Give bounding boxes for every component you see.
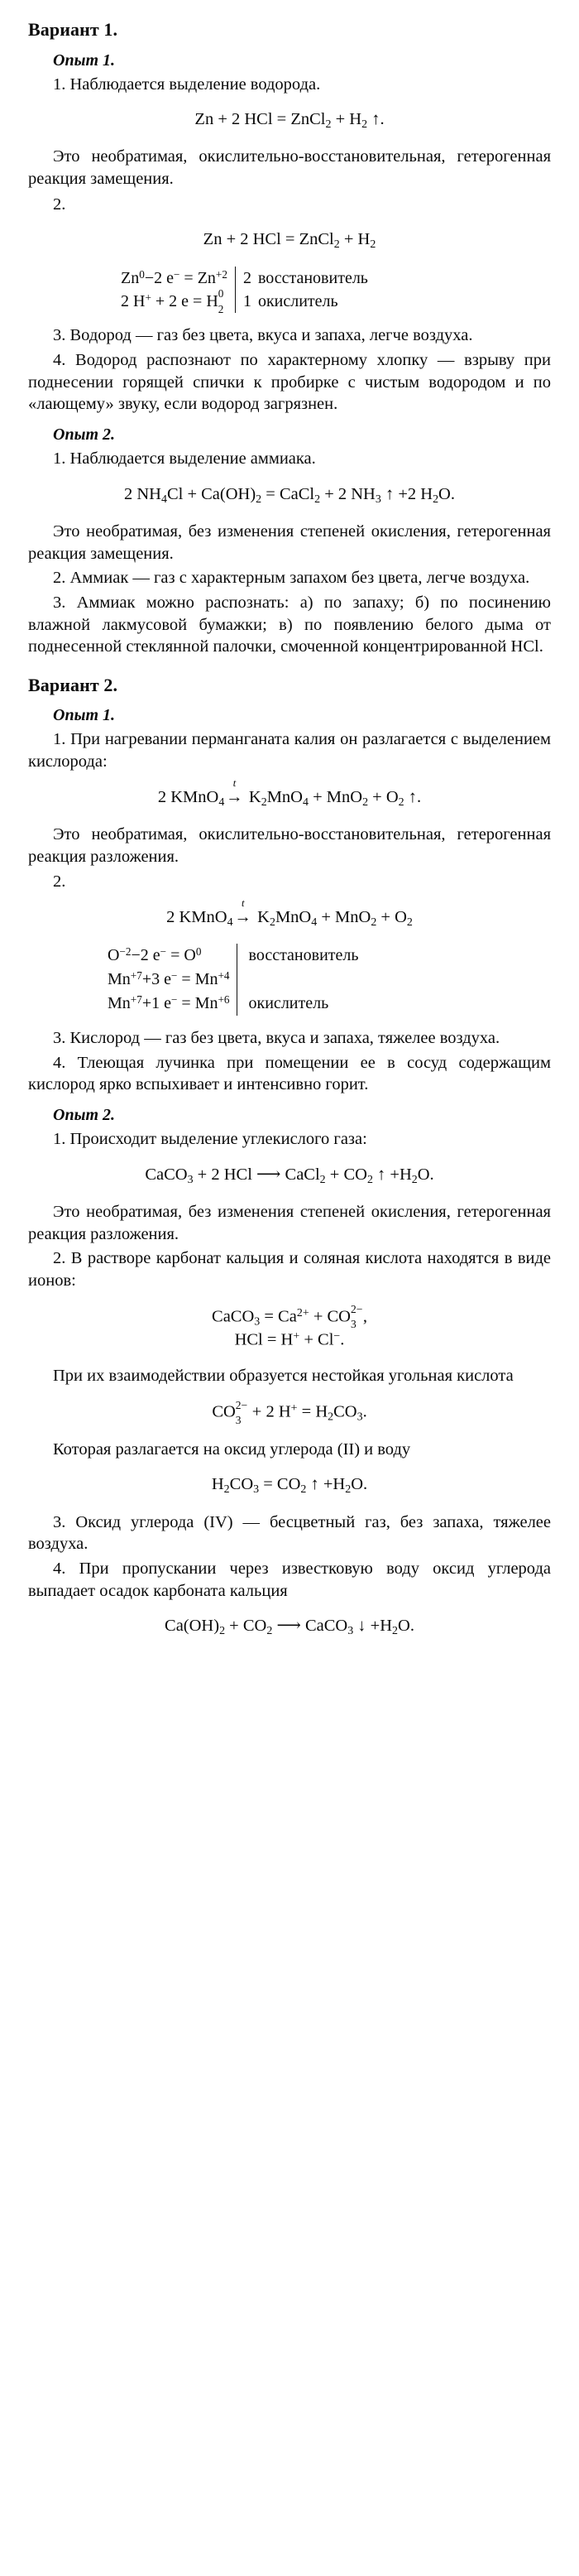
eq-sub: 2 [433,493,439,506]
eq-sub: 3 [235,1413,242,1426]
eq-sup: +7 [130,969,142,983]
eq-text: 2 NH [124,484,161,503]
eq-text: + 2 H [247,1402,291,1421]
eq-text: = Mn [177,970,218,989]
balance-row [121,267,368,290]
eq-text: + 2 HCl ⟶ CaCl [193,1165,320,1184]
eq-sub: 2 [370,238,376,252]
eq-text: = Ca [260,1307,297,1325]
eq-sup: 2− [235,1398,248,1411]
v1-o1-description-1: Это необратимая, окислительно-восстановительная, гетерогенная реакция замещения. [28,147,551,189]
balance-half-reaction [108,968,230,992]
eq-sup: −2 [119,945,132,959]
eq-text: + 2 NH [320,484,376,503]
eq-text: ↑ +2 H [380,484,433,503]
eq-sub: 2 [328,1411,334,1424]
v2-o2-equation-5 [28,1616,551,1638]
eq-text: ⟶ CaCO [272,1617,348,1636]
eq-text: O. [351,1475,368,1494]
eq-text: HCl = H [234,1330,294,1349]
eq-sub: 2 [361,118,368,132]
eq-text: ↓ +H [353,1617,393,1636]
variant-1-title: Вариант 1. [28,19,118,40]
v1-o2-item-3: 3. Аммиак можно распознать: а) по запаху; б) по посинению влажной лакмусовой бумажки; в) по появлению белого дыма от поднесенной стеклянной палочки, смоченной концентрированной HCl. [28,593,551,656]
eq-text: 2 KMnO [166,907,227,926]
eq-text: CO [229,1475,254,1494]
eq-sub: 2 [345,1483,352,1497]
v2-o2-item-2: 2. В растворе карбонат кальция и соляная кислота находятся в виде ионов: [28,1249,551,1290]
balance-coefficient: 2 [242,268,251,287]
eq-text: +1 e [141,994,171,1013]
eq-sub: 2 [300,1483,307,1497]
balance-role-label: восстановитель [257,268,368,287]
eq-text: H [211,1475,224,1494]
eq-text: + O [368,787,399,806]
balance-role-cell [235,290,368,313]
v2-o2-equation-1 [28,1165,551,1187]
eq-text: O. [398,1617,414,1636]
eq-sup: 0 [195,945,202,959]
balance-role-label: окислитель [248,994,329,1013]
eq-sup: +2 [215,267,227,281]
sup-sub-stack [218,287,224,315]
eq-sub: 2 [261,795,267,809]
v2-o1-equation-2 [28,896,551,930]
variant-2-title: Вариант 2. [28,674,118,695]
eq-text: −2 e [131,946,160,965]
sup-sub-stack [235,1398,248,1426]
v1-o1-item-4: 4. Водород распознают по характерному хлопку — взрыву при поднесении горящей спички к пробирке с чистым водородом и по «лающему» звуку, если водород загрязнен. [28,351,551,414]
variant-1-opyt-2-title: Опыт 2. [53,425,115,445]
eq-sub: 2 [392,1625,399,1638]
eq-sub: 2 [366,1173,373,1186]
eq-text: CO [212,1402,236,1421]
eq-text: MnO [266,787,303,806]
eq-text: Zn + 2 HCl = ZnCl [203,230,334,249]
eq-sub: 2 [314,493,321,506]
v1-o2-item-1: 1. Наблюдается выделение аммиака. [53,449,316,469]
eq-text: 2 KMnO [157,787,219,806]
eq-text: + MnO [317,907,371,926]
arrow-glyph: → [226,787,243,806]
eq-sub: 3 [375,493,381,506]
eq-text: + CO [309,1307,351,1325]
eq-text: Zn [121,268,140,287]
v1-o1-item-3: 3. Водород — газ без цвета, вкуса и запаха, легче воздуха. [53,326,473,345]
v2-o1-electron-balance-table [108,944,551,1016]
eq-text: = CaCl [261,484,315,503]
v1-o1-equation-1 [28,109,551,132]
eq-sup: 2+ [296,1306,309,1319]
eq-sub: 2 [218,303,224,315]
arrow-glyph: → [234,907,252,926]
reaction-arrow-with-heat-icon [233,896,254,929]
eq-sup: +7 [130,993,142,1007]
eq-text: ↑. [367,110,385,129]
v1-o2-description-1: Это необратимая, без изменения степеней окисления, гетерогенная реакция замещения. [28,521,551,563]
eq-text: ↑ +H [306,1475,346,1494]
v2-o1-description-1: Это необратимая, окислительно-восстановительная, гетерогенная реакция разложения. [28,824,551,866]
balance-coefficient: 1 [242,292,251,311]
v1-o1-item-1: 1. Наблюдается выделение водорода. [53,74,321,94]
v2-o2-equation-4 [28,1474,551,1497]
variant-1-opyt-1-title: Опыт 1. [53,50,115,70]
v1-o1-equation-2 [28,229,551,252]
v2-o1-item-4: 4. Тлеющая лучинка при помещении ее в сосуд содержащим кислород ярко вспыхивает и интенсивно горит. [28,1053,551,1094]
eq-text: + CO [225,1617,267,1636]
eq-text: CaCO [145,1165,188,1184]
v2-o1-equation-1 [28,776,551,810]
eq-text: K [244,787,261,806]
eq-sup: − [333,1330,341,1343]
eq-sub: 2 [371,916,377,929]
eq-text: Cl + Ca(OH) [166,484,256,503]
eq-text: + 2 e [151,292,189,311]
eq-sub: 2 [398,795,404,809]
eq-sub: 3 [254,1314,261,1328]
eq-text: MnO [275,907,312,926]
eq-text: . [340,1330,345,1349]
eq-sub: 3 [356,1411,363,1424]
eq-text: Ca(OH) [165,1617,220,1636]
eq-text: + H [339,230,371,249]
eq-sub: 2 [269,916,275,929]
eq-sup: 0 [218,287,224,300]
v2-o2-equation-3 [28,1398,551,1426]
eq-text: ↑ +H [372,1165,412,1184]
v2-o2-ionic-equation-1 [28,1303,551,1331]
v1-o1-electron-balance-table [121,267,368,314]
sup-sub-stack [350,1303,363,1331]
v2-o1-item-1: 1. При нагревании перманганата калия он разлагается с выделением кислорода: [28,730,551,771]
eq-sup: +4 [218,969,230,983]
eq-text: O. [417,1165,434,1184]
eq-text: + O [376,907,407,926]
eq-sub: 3 [350,1318,356,1331]
eq-sub: 2 [219,1625,226,1638]
eq-sup: − [170,969,178,983]
eq-text: + Cl [299,1330,334,1349]
balance-role-cell [235,267,368,290]
eq-text: = O [166,946,196,965]
v2-o1-item-3: 3. Кислород — газ без цвета, вкуса и запаха, тяжелее воздуха. [53,1029,500,1048]
eq-text: + H [331,110,362,129]
eq-sup: − [160,945,167,959]
eq-text: Zn + 2 HCl = ZnCl [194,110,326,129]
eq-text: CaCO [212,1307,255,1325]
eq-sup: + [293,1330,300,1343]
v2-o2-item-4: 4. При пропускании через известковую воду оксид углерода выпадает осадок карбоната кальция [28,1559,551,1600]
eq-text: + MnO [308,787,363,806]
eq-text: ↑. [404,787,422,806]
balance-half-reaction [108,992,230,1016]
eq-text: . [362,1402,367,1421]
eq-text: H [206,292,218,311]
eq-sub: 4 [227,916,233,929]
eq-text: = Mn [177,994,218,1013]
eq-text: Mn [108,970,131,989]
eq-sub: 3 [347,1625,354,1638]
v2-o1-item-2: 2. [53,872,66,892]
eq-sub: 2 [266,1625,273,1638]
eq-sup: +6 [218,993,230,1007]
eq-sup: − [173,267,180,281]
v2-o2-description-3: Которая разлагается на оксид углерода (II) и воду [53,1439,411,1459]
eq-sup: − [170,993,178,1007]
variant-2-opyt-2-title: Опыт 2. [53,1106,115,1125]
eq-text: O. [438,484,455,503]
balance-row [121,287,368,315]
eq-text: O [108,946,120,965]
eq-sub: 2 [406,916,413,929]
heat-label: t [242,896,245,909]
balance-role-label: окислитель [257,292,338,311]
eq-sub: 2 [333,238,340,252]
eq-text: K [253,907,270,926]
eq-sup: + [290,1401,298,1415]
v2-o2-item-1: 1. Происходит выделение углекислого газа: [53,1130,367,1149]
eq-text: Zn [197,268,216,287]
eq-sub: 4 [311,916,318,929]
eq-text: −2 e [144,268,174,287]
balance-role-labels [237,944,359,1016]
v1-o2-equation-1 [28,484,551,507]
eq-text: Mn [108,994,131,1013]
heat-label: t [232,776,237,789]
balance-half-reaction [121,287,235,315]
eq-sub: 4 [218,795,225,809]
eq-text: = H [297,1402,328,1421]
v1-o1-item-2: 2. [53,195,66,214]
balance-half-reactions [108,944,230,1016]
eq-sub: 2 [256,493,262,506]
eq-sup: 2− [350,1303,363,1316]
v2-o2-ionic-equation-2 [28,1329,551,1351]
eq-sub: 2 [319,1173,326,1186]
eq-text: CO [333,1402,357,1421]
eq-sub: 3 [253,1483,260,1497]
eq-text: = [189,292,207,311]
eq-text: + CO [325,1165,367,1184]
eq-text: 2 H [121,292,146,311]
v1-o2-item-2: 2. Аммиак — газ с характерным запахом без цвета, легче воздуха. [53,569,530,588]
v2-o2-description-1: Это необратимая, без изменения степеней окисления, гетерогенная реакция разложения. [28,1203,551,1243]
eq-sup: 0 [139,267,145,281]
eq-sub: 4 [303,795,309,809]
eq-sub: 2 [411,1173,418,1186]
variant-2-opyt-1-title: Опыт 1. [53,706,115,725]
eq-sub: 3 [187,1173,194,1186]
eq-sub: 2 [362,795,369,809]
eq-sub: 2 [223,1483,230,1497]
v2-o2-description-2: При их взаимодействии образуется нестойкая угольная кислота [53,1367,514,1386]
v2-o2-item-3: 3. Оксид углерода (IV) — бесцветный газ, без запаха, тяжелее воздуха. [28,1512,551,1554]
eq-text: = CO [259,1475,301,1494]
eq-text: , [362,1307,367,1325]
eq-sub: 4 [160,493,167,506]
eq-sup: + [145,291,151,305]
eq-text: +3 e [141,970,171,989]
reaction-arrow-with-heat-icon [224,776,245,809]
eq-sub: 2 [325,118,332,132]
balance-half-reaction [108,944,230,968]
balance-role-label: восстановитель [248,946,359,965]
eq-text: = [179,268,198,287]
